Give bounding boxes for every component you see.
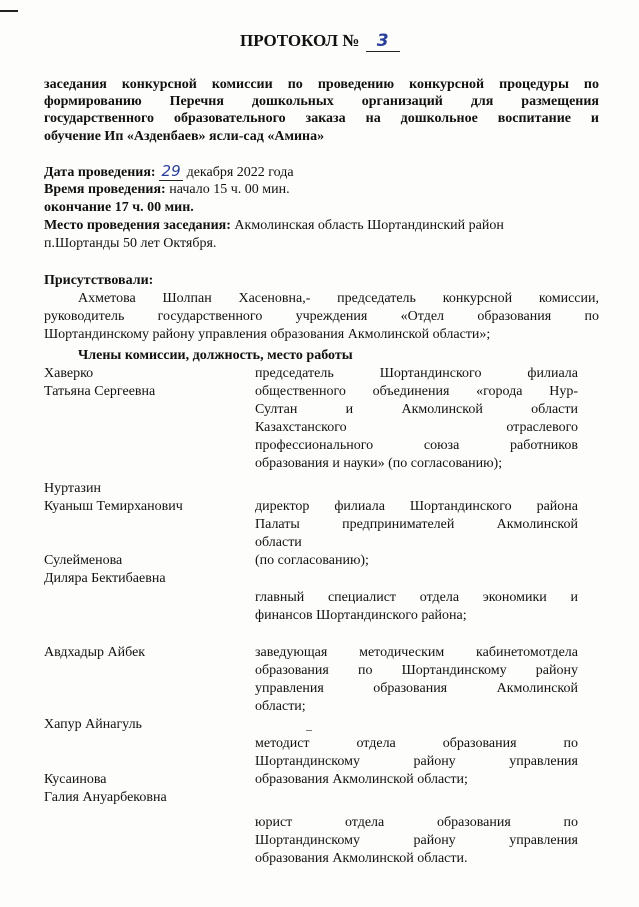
member-name-line: Татьяна Сергеевна — [44, 384, 156, 399]
member-position-line: общественного объединения «города Нур- — [255, 384, 578, 399]
member-name-line: Хаверко — [44, 366, 94, 381]
place-value: Акмолинская область Шортандинский район — [234, 218, 504, 233]
meeting-end-time: окончание 17 ч. 00 мин. — [44, 200, 194, 215]
member-position-line: образования Акмолинской области. — [255, 851, 468, 866]
member-position-line: (по согласованию); — [255, 553, 369, 568]
protocol-title-label: ПРОТОКОЛ № — [240, 31, 360, 50]
member-name-line: Хапур Айнагуль — [44, 717, 142, 732]
meeting-date — [44, 163, 294, 181]
protocol-subject-line-1: заседания конкурсной комиссии по проведению конкурсной процедуры по — [44, 77, 599, 92]
time-label: Время проведения: — [44, 182, 166, 197]
member-name-line: Нуртазин — [44, 481, 101, 496]
present-heading: Присутствовали: — [44, 273, 154, 288]
scan-dot — [306, 730, 312, 731]
member-position-line: образования и науки» (по согласованию); — [255, 456, 503, 471]
member-position-line: образования по Шортандинскому району — [255, 663, 578, 678]
protocol-subject-line-2: формированию Перечня дошкольных организаций для размещения — [44, 94, 599, 109]
chair-line-1: Ахметова Шолпан Хасеновна,- председатель конкурсной комиссии, — [78, 291, 599, 306]
member-position-line: Шортандинскому району управления — [255, 754, 578, 769]
member-position-line: Палаты предпринимателей Акмолинской — [255, 517, 578, 532]
member-position-line: заведующая методическим кабинетомотдела — [255, 645, 578, 660]
protocol-subject-line-3: государственного образовательного заказа на дошкольное воспитание и — [44, 111, 599, 126]
member-position-line: финансов Шортандинского района; — [255, 608, 467, 623]
member-name-line: Авдхадыр Айбек — [44, 645, 146, 660]
member-position-line: методист отдела образования по — [255, 736, 578, 751]
member-name-line: Куаныш Темирханович — [44, 499, 183, 514]
member-position-line: управления образования Акмолинской — [255, 681, 578, 696]
member-name-line: Диляра Бектибаевна — [44, 571, 166, 586]
chair-line-2: руководитель государственного учреждения «Отдел образования по — [44, 309, 599, 324]
date-label: Дата проведения: — [44, 165, 156, 180]
member-position-line: Казахстанского отраслевого — [255, 420, 578, 435]
place-label: Место проведения заседания: — [44, 218, 231, 233]
time-value: начало 15 ч. 00 мин. — [169, 182, 290, 197]
meeting-place — [44, 217, 504, 234]
members-heading: Члены комиссии, должность, место работы — [78, 348, 353, 363]
page-title — [240, 31, 400, 52]
member-position-line: области; — [255, 699, 306, 714]
member-name-line: Кусаинова — [44, 772, 107, 787]
member-position-line: Султан и Акмолинской области — [255, 402, 578, 417]
member-position-line: области — [255, 535, 302, 550]
scan-mark — [0, 10, 18, 12]
member-position-line: председатель Шортандинского филиала — [255, 366, 578, 381]
meeting-place-line-2: п.Шортанды 50 лет Октября. — [44, 236, 217, 251]
protocol-number-handwritten: 3 — [366, 31, 400, 52]
member-position-line: директор филиала Шортандинского района — [255, 499, 578, 514]
member-name-line: Галия Ануарбековна — [44, 790, 167, 805]
member-position-line: юрист отдела образования по — [255, 815, 578, 830]
member-position-line: профессионального союза работников — [255, 438, 578, 453]
protocol-subject-line-4: обучение Ип «Азденбаев» ясли-сад «Амина» — [44, 129, 325, 144]
meeting-time — [44, 181, 290, 198]
chair-line-3: Шортандинскому району управления образования Акмолинской области»; — [44, 327, 491, 342]
date-rest: декабря 2022 года — [186, 165, 294, 180]
member-name-line: Сулейменова — [44, 553, 123, 568]
member-position-line: образования Акмолинской области; — [255, 772, 468, 787]
date-day-handwritten: 29 — [159, 163, 183, 181]
member-position-line: Шортандинскому району управления — [255, 833, 578, 848]
member-position-line: главный специалист отдела экономики и — [255, 590, 578, 605]
